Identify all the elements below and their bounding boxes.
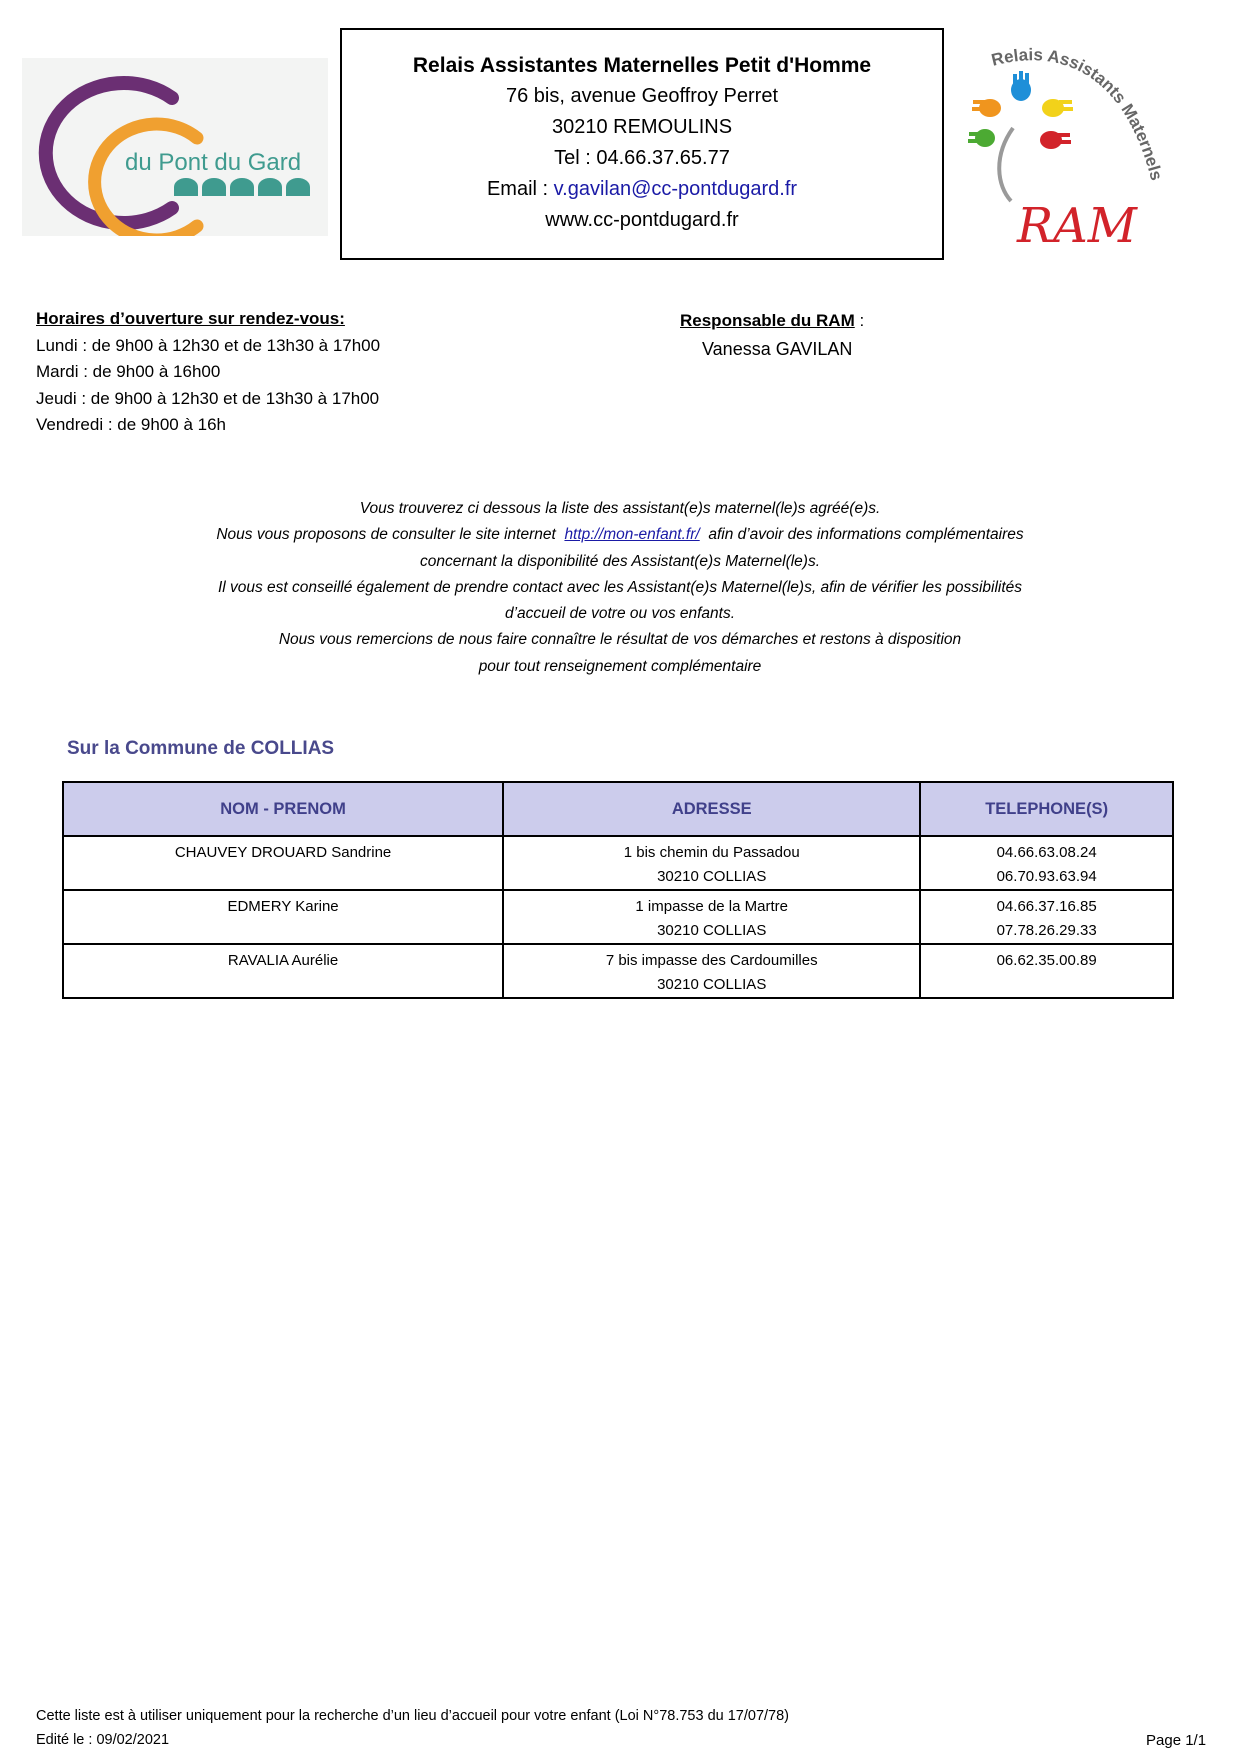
email-label: Email : (486, 178, 554, 200)
cc-pont-du-gard-logo (22, 58, 328, 236)
cell-address (503, 836, 920, 890)
table-header-row (63, 782, 1173, 836)
ram-logo-letters: RAM (1017, 198, 1137, 254)
cell-address-line2: 30210 COLLIAS (657, 867, 767, 885)
table-row (63, 890, 1173, 944)
cell-address-line1: 1 impasse de la Martre (635, 898, 788, 915)
intro-line (100, 522, 1140, 548)
cell-address-line1: 7 bis impasse des Cardoumilles (605, 952, 818, 969)
cell-phone (920, 944, 1173, 998)
opening-hours-heading: Horaires d’ouverture sur rendez-vous: (36, 309, 345, 328)
ram-title: Relais Assistantes Maternelles Petit d'Homme (412, 54, 872, 77)
manager-heading-suffix: : (854, 311, 865, 330)
ram-website[interactable]: www.cc-pontdugard.fr (545, 209, 739, 231)
svg-text:Relais Assistants Maternels (990, 45, 1167, 182)
ram-logo (955, 36, 1185, 266)
table-row (63, 944, 1173, 998)
cell-phone (920, 890, 1173, 944)
mon-enfant-link[interactable]: http://mon-enfant.fr/ (564, 526, 700, 544)
footer-legal-note: Cette liste est à utiliser uniquement pour la recherche d’un lieu d’accueil pour votre enfant (Loi N°78.753 du 17/07/78) (36, 1708, 790, 1724)
column-header-name: NOM - PRENOM (63, 782, 503, 836)
ram-address-line2: 30210 REMOULINS (551, 116, 733, 138)
cell-phone-1: 06.62.35.00.89 (996, 952, 1097, 969)
cell-name-text: RAVALIA Aurélie (227, 952, 339, 969)
cc-logo-text: du Pont du Gard (125, 149, 302, 176)
cell-name-text: CHAUVEY DROUARD Sandrine (174, 844, 392, 861)
intro-line-text: afin d’avoir des informations complémentaires (704, 526, 1024, 544)
intro-line-text: Nous vous proposons de consulter le site internet (216, 526, 561, 544)
intro-paragraph (100, 496, 1140, 680)
column-header-phone: TELEPHONE(S) (920, 782, 1173, 836)
ram-telephone: Tel : 04.66.37.65.77 (554, 147, 730, 169)
cell-name (63, 836, 503, 890)
opening-hours-thursday: Jeudi : de 9h00 à 12h30 et de 13h30 à 17h00 (36, 388, 380, 408)
manager-name: Vanessa GAVILAN (702, 339, 853, 359)
cc-logo-graphic (22, 58, 328, 236)
table-row (63, 836, 1173, 890)
email-link[interactable]: v.gavilan@cc-pontdugard.fr (553, 178, 798, 200)
column-header-address: ADRESSE (503, 782, 920, 836)
cell-address (503, 890, 920, 944)
opening-hours (36, 306, 380, 439)
cell-phone-1: 04.66.63.08.24 (996, 844, 1097, 861)
cell-address-line2: 30210 COLLIAS (657, 975, 767, 993)
ram-logo-arc-text: Relais Assistants Maternels (989, 45, 1167, 183)
ram-address-line1: 76 bis, avenue Geoffroy Perret (505, 85, 778, 107)
cell-address-line1: 1 bis chemin du Passadou (623, 844, 800, 861)
intro-line: Nous vous remercions de nous faire connaître le résultat de vos démarches et restons à disposition (278, 631, 962, 649)
ram-contact-box (340, 28, 944, 260)
cell-phone-2: 06.70.93.63.94 (996, 867, 1097, 885)
intro-line: d’accueil de votre ou vos enfants. (504, 605, 736, 623)
intro-line: Il vous est conseillé également de prendre contact avec les Assistant(e)s Maternel(le)s, afin de vérifier les possibilités (217, 578, 1023, 596)
intro-line: concernant la disponibilité des Assistant(e)s Maternel(le)s. (419, 552, 821, 570)
opening-hours-friday: Vendredi : de 9h00 à 16h (36, 415, 226, 434)
cell-address-line2: 30210 COLLIAS (657, 921, 767, 939)
ram-manager (680, 306, 864, 364)
cell-address (503, 944, 920, 998)
footer-edited-date: Edité le : 09/02/2021 (36, 1732, 170, 1748)
cell-name (63, 890, 503, 944)
cell-name (63, 944, 503, 998)
ram-logo-graphic (955, 36, 1185, 266)
intro-line: pour tout renseignement complémentaire (478, 657, 762, 675)
page-number: Page 1/1 (1146, 1732, 1207, 1749)
ram-email-line (342, 174, 942, 205)
cell-phone (920, 836, 1173, 890)
manager-heading: Responsable du RAM (680, 311, 855, 330)
opening-hours-monday: Lundi : de 9h00 à 12h30 et de 13h30 à 17h00 (36, 335, 381, 355)
commune-heading: Sur la Commune de COLLIAS (67, 738, 335, 759)
intro-line: Vous trouverez ci dessous la liste des assistant(e)s maternel(le)s agréé(e)s. (359, 500, 881, 517)
cell-name-text: EDMERY Karine (227, 898, 339, 915)
assistants-table (62, 781, 1174, 999)
opening-hours-tuesday: Mardi : de 9h00 à 16h00 (36, 362, 221, 381)
hands-icon (968, 71, 1073, 149)
cell-phone-1: 04.66.37.16.85 (996, 898, 1097, 915)
cell-phone-2: 07.78.26.29.33 (996, 921, 1097, 939)
